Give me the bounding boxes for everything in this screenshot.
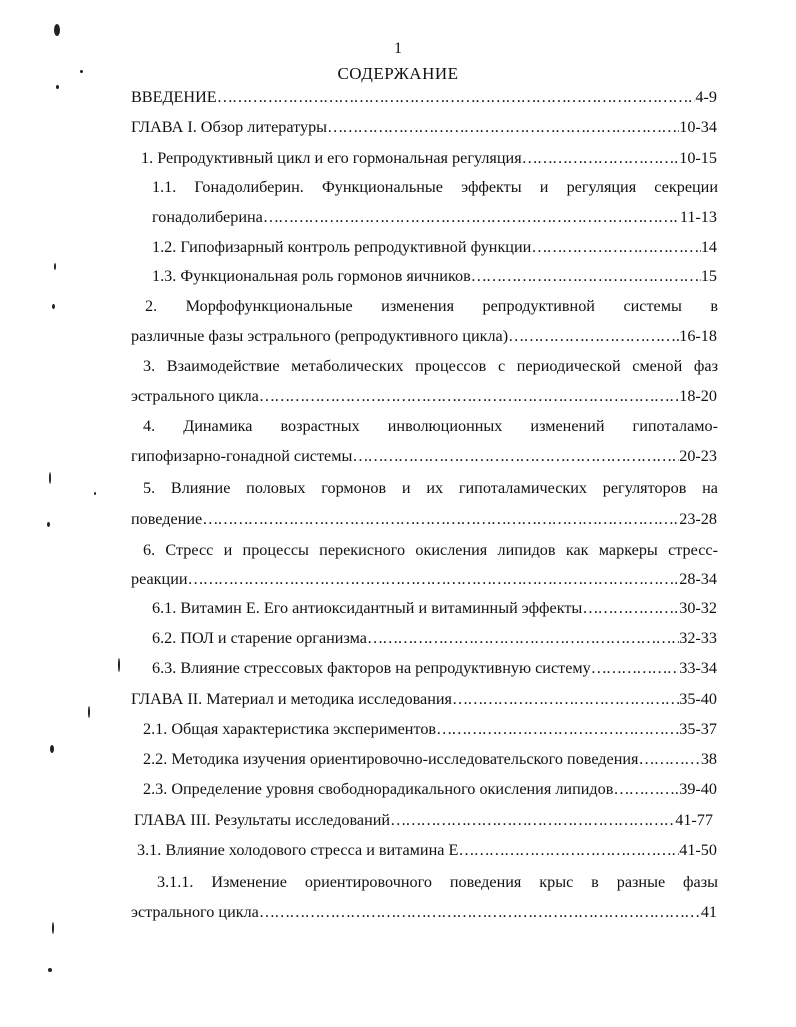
- toc-entry-line-1: 5. Влияние половых гормонов и их гипоталамических регуляторов на: [143, 479, 718, 497]
- toc-leader: [188, 569, 680, 589]
- toc-entry-line-1: 6. Стресс и процессы перекисного окисления липидов как маркеры стресс-: [143, 541, 718, 559]
- toc-entry-text: эстрального цикла: [131, 903, 259, 921]
- toc-entry-text: ГЛАВА I. Обзор литературы: [131, 118, 328, 136]
- toc-entry-line-1: 4. Динамика возрастных инволюционных изменений гипоталамо-: [143, 417, 718, 435]
- scan-speck: [118, 658, 120, 672]
- toc-entry-pages: 35-40: [679, 690, 717, 708]
- toc-entry-pages: 35-37: [679, 720, 717, 738]
- toc-entry: [141, 148, 717, 168]
- toc-entry-pages: 4-9: [695, 88, 717, 106]
- toc-entry: [152, 658, 717, 678]
- toc-entry: [143, 719, 717, 739]
- scan-speck: [52, 304, 55, 309]
- scan-speck: [88, 706, 90, 718]
- scan-speck: [56, 85, 59, 89]
- toc-entry-text: 6.2. ПОЛ и старение организма: [152, 629, 367, 647]
- toc-entry-line-1: 1.1. Гонадолиберин. Функциональные эффекты и регуляция секреции: [152, 178, 718, 196]
- toc-entry: [131, 117, 717, 137]
- toc-entry-text: 6.3. Влияние стрессовых факторов на репродуктивную систему: [152, 659, 591, 677]
- toc-leader: [259, 386, 679, 406]
- toc-entry-pages: 41-50: [679, 841, 717, 859]
- toc-leader: [390, 810, 675, 830]
- toc-entry-text: 2.2. Методика изучения ориентировочно-исследовательского поведения: [143, 750, 639, 768]
- toc-entry-text: гонадолиберина: [152, 208, 263, 226]
- toc-entry-line-1: 2. Морфофункциональные изменения репродуктивной системы в: [145, 297, 718, 315]
- toc-leader: [582, 598, 679, 618]
- toc-entry: [131, 569, 717, 589]
- toc-leader: [531, 237, 701, 257]
- scan-speck: [52, 922, 54, 934]
- toc-entry-pages: 20-23: [679, 447, 717, 465]
- toc-entry-line-1: 3.1.1. Изменение ориентировочного поведения крыс в разные фазы: [157, 873, 718, 891]
- toc-leader: [452, 689, 679, 709]
- toc-entry-text: поведение: [131, 510, 203, 528]
- toc-entry: [131, 87, 717, 107]
- toc-entry: [143, 779, 717, 799]
- toc-entry-line-1: 3. Взаимодействие метаболических процессов с периодической сменой фаз: [143, 357, 718, 375]
- scan-speck: [48, 968, 52, 972]
- toc-leader: [591, 658, 680, 678]
- scan-speck: [94, 492, 96, 495]
- toc-entry-text: эстрального цикла: [131, 387, 259, 405]
- toc-entry-text: различные фазы эстрального (репродуктивного цикла): [131, 327, 509, 345]
- toc-leader: [217, 87, 696, 107]
- toc-entry-pages: 14: [700, 238, 717, 256]
- toc-entry-pages: 11-13: [679, 208, 717, 226]
- toc-leader: [202, 509, 679, 529]
- toc-entry: [152, 598, 717, 618]
- toc-leader: [522, 148, 680, 168]
- toc-leader: [352, 446, 679, 466]
- toc-entry-text: ВВЕДЕНИЕ: [131, 88, 217, 106]
- toc-entry: [131, 326, 717, 346]
- toc-entry: [152, 628, 717, 648]
- toc-entry-text: 2.1. Общая характеристика экспериментов: [143, 720, 437, 738]
- toc-entry-pages: 41: [700, 903, 717, 921]
- toc-entry-text: 1.2. Гипофизарный контроль репродуктивной функции: [152, 238, 532, 256]
- toc-entry-text: ГЛАВА III. Результаты исследований: [134, 811, 391, 829]
- toc-entry-text: 1. Репродуктивный цикл и его гормональная регуляция: [141, 149, 522, 167]
- toc-entry: [131, 902, 717, 922]
- toc-entry: [143, 749, 717, 769]
- toc-leader: [259, 902, 701, 922]
- toc-entry-text: ГЛАВА II. Материал и методика исследования: [131, 690, 452, 708]
- toc-entry-pages: 23-28: [679, 510, 717, 528]
- toc-leader: [327, 117, 679, 137]
- scan-speck: [50, 745, 54, 753]
- page-title: СОДЕРЖАНИЕ: [337, 64, 459, 83]
- toc-entry: [131, 689, 717, 709]
- toc-entry-text: реакции: [131, 570, 188, 588]
- toc-entry-pages: 38: [700, 750, 717, 768]
- toc-leader: [436, 719, 679, 739]
- toc-entry-text: 2.3. Определение уровня свободнорадикального окисления липидов: [143, 780, 614, 798]
- toc-leader: [639, 749, 701, 769]
- toc-entry-pages: 30-32: [679, 599, 717, 617]
- toc-entry: [152, 237, 717, 257]
- toc-leader: [263, 207, 680, 227]
- toc-entry-text: 6.1. Витамин Е. Его антиоксидантный и витаминный эффекты: [152, 599, 583, 617]
- toc-entry-text: 1.3. Функциональная роль гормонов яичников: [152, 267, 471, 285]
- toc-leader: [458, 840, 679, 860]
- toc-entry-pages: 10-34: [679, 118, 717, 136]
- scan-speck: [54, 24, 60, 36]
- toc-entry-pages: 10-15: [679, 149, 717, 167]
- toc-leader: [613, 779, 679, 799]
- scan-speck: [49, 472, 51, 484]
- toc-entry-pages: 41-77: [675, 811, 713, 829]
- toc-leader: [508, 326, 679, 346]
- toc-entry: [152, 207, 717, 227]
- toc-entry: [137, 840, 717, 860]
- toc-entry-pages: 39-40: [679, 780, 717, 798]
- toc-entry-pages: 33-34: [679, 659, 717, 677]
- toc-entry-pages: 15: [700, 267, 717, 285]
- scan-speck: [80, 70, 83, 73]
- toc-entry-pages: 16-18: [679, 327, 717, 345]
- page-number: 1: [394, 40, 402, 57]
- toc-entry: [131, 386, 717, 406]
- scan-speck: [54, 263, 56, 270]
- toc-entry-text: гипофизарно-гонадной системы: [131, 447, 353, 465]
- toc-entry: [131, 509, 717, 529]
- toc-entry-text: 3.1. Влияние холодового стресса и витамина Е: [137, 841, 459, 859]
- toc-entry-pages: 28-34: [679, 570, 717, 588]
- toc-leader: [367, 628, 679, 648]
- toc-entry: [152, 266, 717, 286]
- toc-leader: [471, 266, 701, 286]
- scan-speck: [47, 522, 50, 527]
- toc-entry-pages: 32-33: [679, 629, 717, 647]
- toc-entry: [134, 810, 713, 830]
- toc-entry: [131, 446, 717, 466]
- toc-entry-pages: 18-20: [679, 387, 717, 405]
